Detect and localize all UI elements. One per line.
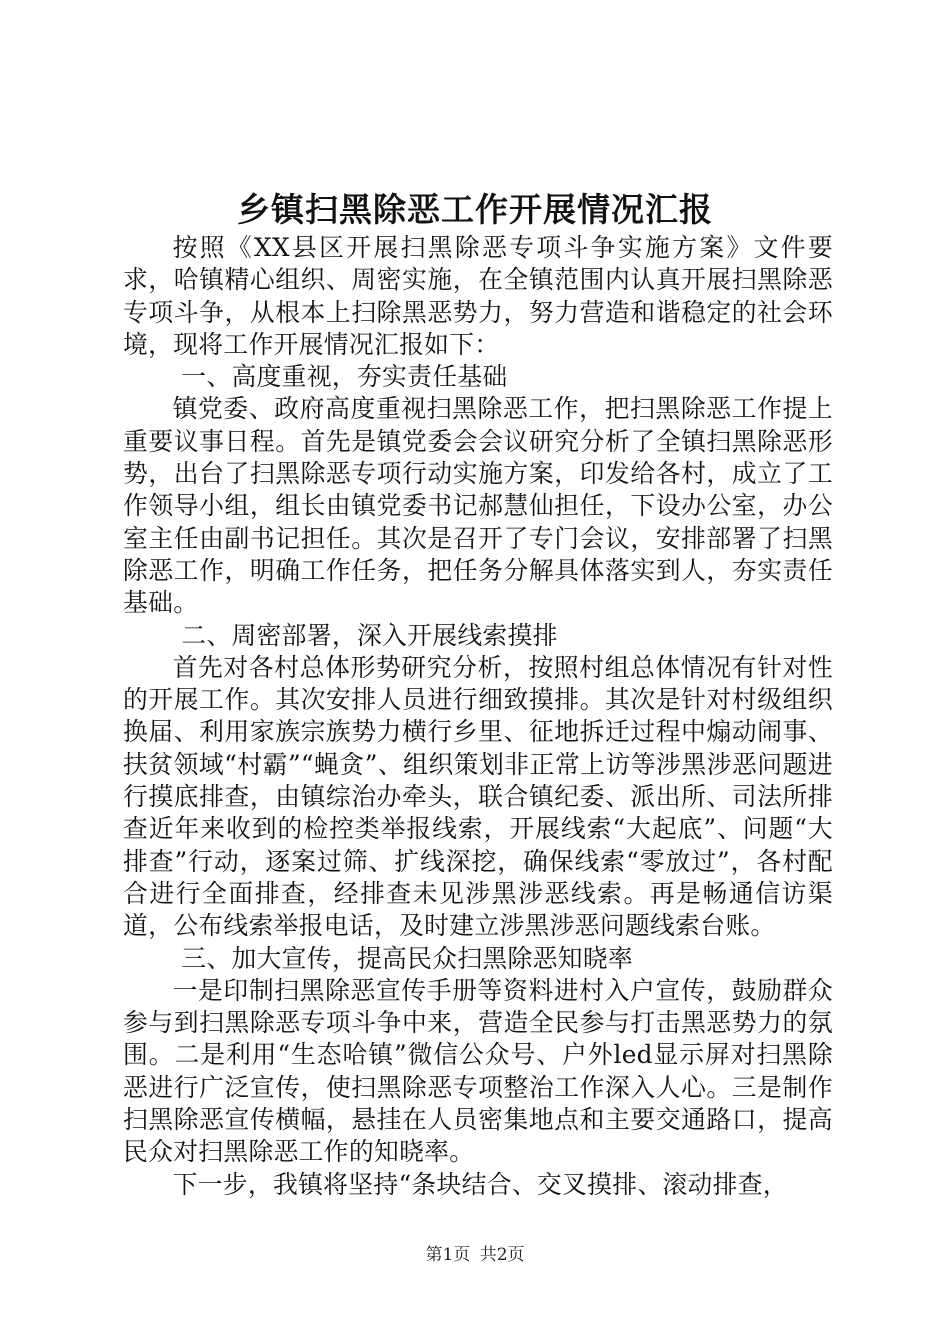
- section-body-2: 首先对各村总体形势研究分析，按照村组总体情况有针对性的开展工作。其次安排人员进行细致摸排。其次是针对村级组织换届、利用家族宗族势力横行乡里、征地拆迁过程中煽动闹事、扶贫领域“村霸”“蝇贪”、组织策划非正常上访等涉黑涉恶问题进行摸底排查，由镇综治办牵头，联合镇纪委、派出所、司法所排查近年来收到的检控类举报线索，开展线索“大起底”、问题“大排查”行动，逐案过筛、扩线深挖，确保线索“零放过”，各村配合进行全面排查，经排查未见涉黑涉恶线索。再是畅通信访渠道，公布线索举报电话，及时建立涉黑涉恶问题线索台账。: [123, 652, 833, 941]
- section-body-3: 一是印制扫黑除恶宣传手册等资料进村入户宣传，鼓励群众参与到扫黑除恶专项斗争中来，营造全民参与打击黑恶势力的氛围。二是利用“生态哈镇”微信公众号、户外led显示屏对扫黑除恶进行广泛宣传，使扫黑除恶专项整治工作深入人心。三是制作扫黑除恶宣传横幅，悬挂在人员密集地点和主要交通路口，提高民众对扫黑除恶工作的知晓率。: [123, 975, 833, 1167]
- document-title: 乡镇扫黑除恶工作开展情况汇报: [237, 190, 713, 229]
- closing-paragraph: 下一步，我镇将坚持“条块结合、交叉摸排、滚动排查，: [172, 1169, 788, 1199]
- section-heading-2: 二、周密部署，深入开展线索摸排: [181, 620, 558, 650]
- document-body: [123, 232, 833, 1201]
- page-total: 共2页: [479, 1245, 525, 1265]
- section-body-1: 镇党委、政府高度重视扫黑除恶工作，把扫黑除恶工作提上重要议事日程。首先是镇党委会会议研究分析了全镇扫黑除恶形势，出台了扫黑除恶专项行动实施方案，印发给各村，成立了工作领导小组，组长由镇党委书记郝慧仙担任，下设办公室，办公室主任由副书记担任。其次是召开了专门会议，安排部署了扫黑除恶工作，明确工作任务，把任务分解具体落实到人，夯实责任基础。: [123, 394, 833, 618]
- page-number: 第1页: [425, 1245, 471, 1265]
- intro-paragraph: 按照《XX县区开展扫黑除恶专项斗争实施方案》文件要求，哈镇精心组织、周密实施，在全镇范围内认真开展扫黑除恶专项斗争，从根本上扫除黑恶势力，努力营造和谐稳定的社会环境，现将工作开展情况汇报如下：: [123, 233, 833, 359]
- section-heading-3: 三、加大宣传，提高民众扫黑除恶知晓率: [181, 943, 634, 973]
- page-footer: [0, 1243, 950, 1267]
- section-heading-1: 一、高度重视，夯实责任基础: [181, 362, 508, 392]
